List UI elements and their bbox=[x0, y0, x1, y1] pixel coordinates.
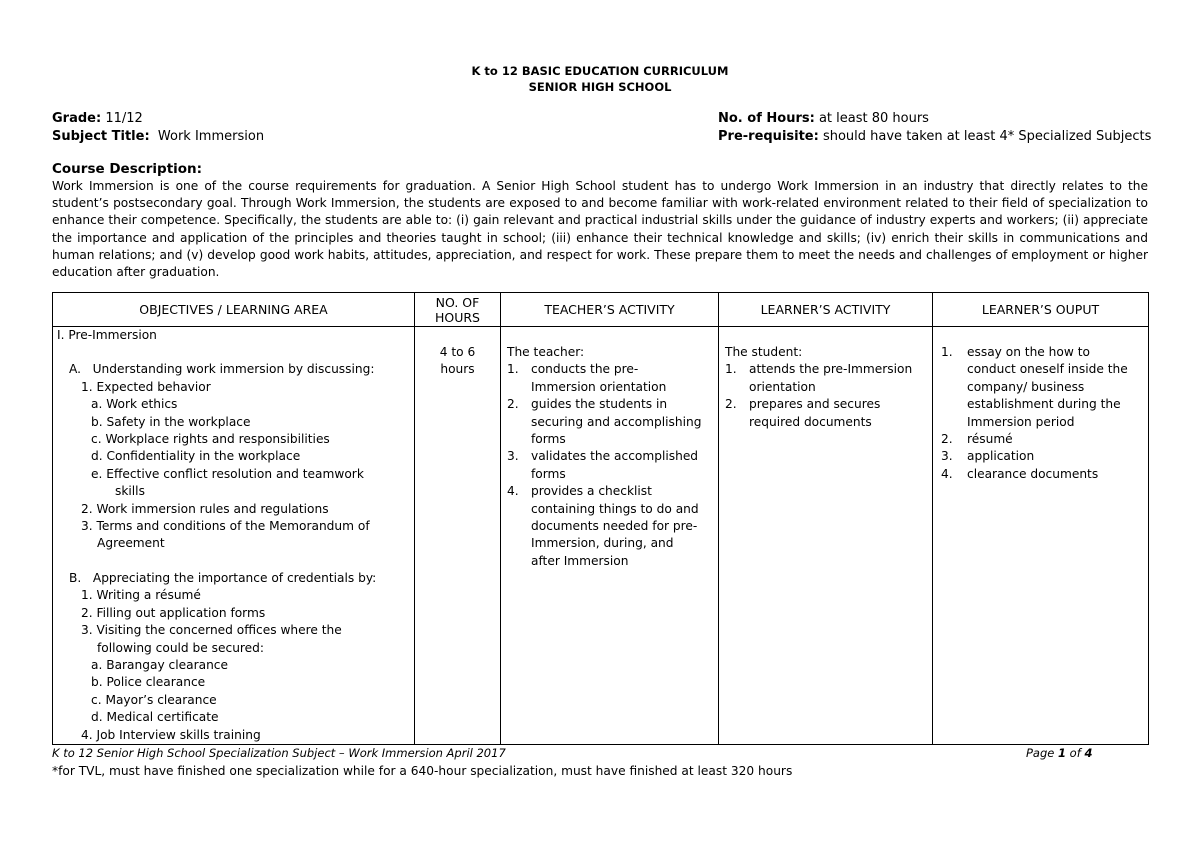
header-teacher-activity: TEACHER’S ACTIVITY bbox=[501, 293, 719, 327]
list-item: 2. Filling out application forms bbox=[81, 605, 266, 620]
section-title: I. Pre-Immersion bbox=[57, 328, 157, 342]
hours-cell bbox=[415, 327, 501, 745]
header-learner-output: LEARNER’S OUPUT bbox=[933, 293, 1149, 327]
list-item: 2. guides the students in securing and accomplishing forms bbox=[507, 397, 702, 447]
list-item: b. Police clearance bbox=[91, 675, 206, 690]
teacher-list bbox=[507, 361, 714, 570]
list-item: 4. Job Interview skills training bbox=[81, 727, 261, 742]
list-item: c. Workplace rights and responsibilities bbox=[91, 432, 330, 447]
prerequisite-value: should have taken at least 4* Specialized Subjects bbox=[818, 129, 1152, 144]
hours-value-line2: hours bbox=[440, 362, 475, 377]
objective-a-list bbox=[57, 379, 410, 553]
grade-label: Grade: bbox=[52, 111, 102, 126]
objectives-cell bbox=[53, 327, 415, 745]
list-item: 2. Work immersion rules and regulations bbox=[81, 501, 329, 516]
list-item: skills bbox=[115, 484, 145, 499]
subject-value: Work Immersion bbox=[149, 129, 265, 144]
hours-value: at least 80 hours bbox=[814, 111, 929, 126]
list-item: 1. attends the pre-Immersion orientation bbox=[725, 362, 913, 394]
objective-b: B. Appreciating the importance of credentials by: bbox=[69, 570, 377, 585]
list-item: 2. prepares and secures required documents bbox=[725, 397, 881, 429]
teacher-intro: The teacher: bbox=[507, 345, 585, 359]
list-item: 3. application bbox=[941, 449, 1035, 464]
course-description-title: Course Description: bbox=[52, 161, 203, 177]
list-item: 3. validates the accomplished forms bbox=[507, 449, 699, 481]
objective-b-list bbox=[57, 587, 410, 744]
list-item: a. Work ethics bbox=[91, 397, 178, 412]
grade-field bbox=[52, 111, 143, 126]
list-item: d. Medical certificate bbox=[91, 710, 219, 725]
hours-field bbox=[718, 111, 929, 126]
subject-label: Subject Title: bbox=[52, 129, 150, 144]
learner-activity-cell bbox=[719, 327, 933, 745]
curriculum-table bbox=[52, 292, 1149, 745]
list-item: d. Confidentiality in the workplace bbox=[91, 449, 301, 464]
list-item: 3. Terms and conditions of the Memorandum of bbox=[81, 519, 370, 534]
learner-intro: The student: bbox=[725, 345, 803, 359]
list-item: 3. Visiting the concerned offices where the bbox=[81, 623, 342, 638]
list-item: c. Mayor’s clearance bbox=[91, 692, 217, 707]
footer-document-title: K to 12 Senior High School Specialization Subject – Work Immersion April 2017 bbox=[52, 746, 506, 760]
list-item: 4. provides a checklist containing things to do and documents needed for pre- Immersion, during, and after Immersion bbox=[507, 484, 699, 568]
teacher-activity-cell bbox=[501, 327, 719, 745]
list-item: 1. conducts the pre- Immersion orientation bbox=[507, 362, 667, 394]
learner-list bbox=[725, 361, 928, 431]
list-item: 2. résumé bbox=[941, 432, 1013, 447]
header-hours: NO. OF HOURS bbox=[415, 293, 501, 327]
hours-label: No. of Hours: bbox=[718, 111, 815, 126]
footer-page-number: Page 1 of 4 bbox=[1026, 746, 1093, 760]
table-header-row bbox=[53, 293, 1149, 327]
objective-a: A. Understanding work immersion by discussing: bbox=[69, 362, 375, 377]
list-item: a. Barangay clearance bbox=[91, 657, 228, 672]
header-subtitle: SENIOR HIGH SCHOOL bbox=[528, 80, 672, 94]
list-item: e. Effective conflict resolution and teamwork bbox=[91, 466, 364, 481]
prerequisite-field bbox=[718, 129, 1151, 144]
subject-field bbox=[52, 129, 264, 144]
list-item: b. Safety in the workplace bbox=[91, 414, 251, 429]
list-item: Agreement bbox=[97, 536, 165, 551]
list-item: following could be secured: bbox=[97, 640, 265, 655]
header-objectives: OBJECTIVES / LEARNING AREA bbox=[53, 293, 415, 327]
list-item: 1. essay on the how to conduct oneself inside the company/ business establishment during the Immersion period bbox=[941, 345, 1128, 429]
prerequisite-label: Pre-requisite: bbox=[718, 129, 819, 144]
header-learner-activity: LEARNER’S ACTIVITY bbox=[719, 293, 933, 327]
list-item: 4. clearance documents bbox=[941, 466, 1099, 481]
output-list bbox=[941, 344, 1144, 483]
list-item: 1. Expected behavior bbox=[81, 379, 211, 394]
learner-output-cell bbox=[933, 327, 1149, 745]
grade-value: 11/12 bbox=[101, 111, 143, 126]
footnote: *for TVL, must have finished one specialization while for a 640-hour specialization, must have finished at least 320 hours bbox=[52, 764, 793, 778]
table-row bbox=[53, 327, 1149, 745]
header-title: K to 12 BASIC EDUCATION CURRICULUM bbox=[471, 64, 729, 78]
list-item: 1. Writing a résumé bbox=[81, 588, 201, 603]
hours-value-line1: 4 to 6 bbox=[439, 345, 476, 359]
course-description-text: Work Immersion is one of the course requirements for graduation. A Senior High School student has to undergo Work Immersion in an industry that directly relates to the student’s postsecondary goal. Through Work Immersion, the students are exposed to and become familiar with work-related environment related to their field of specialization to enhance their competence. Specifically, the students are able to: (i) gain relevant and practical industrial skills under the guidance of industry experts and workers; (ii) appreciate the importance and application of the principles and theories taught in school; (iii) enhance their technical knowledge and skills; (iv) enrich their skills in communications and human relations; and (v) develop good work habits, attitudes, appreciation, and respect for work. These prepare them to meet the needs and challenges of employment or higher education after graduation. bbox=[52, 179, 1148, 280]
